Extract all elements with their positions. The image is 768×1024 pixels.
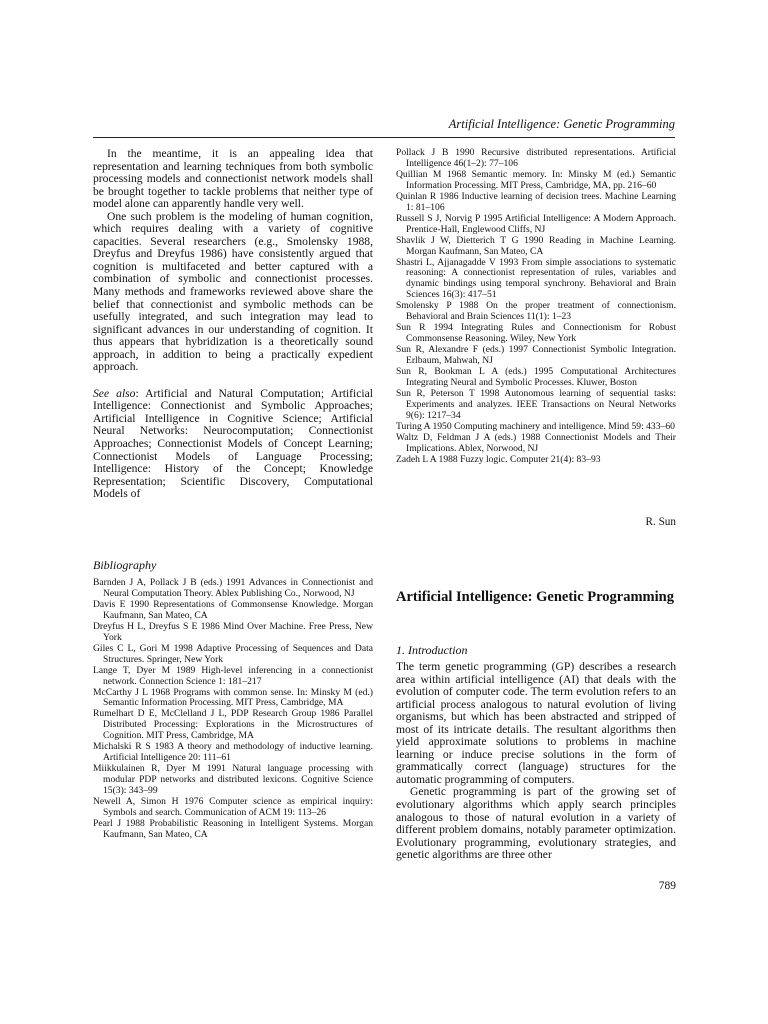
reference-item: Rumelhart D E, McClelland J L, PDP Research Group 1986 Parallel Distributed Processing: Explorations in the Microstructures of Cognition. MIT Press, Cambridge, MA	[93, 708, 373, 742]
reference-item: Shastri L, Ajjanagadde V 1993 From simple associations to systematic reasoning: A connectionist representation of rules, variables and dynamic bindings using temporal synchrony. Behavioral and Brain Sciences 16(3): 417–51	[396, 256, 676, 301]
article-body	[396, 661, 676, 862]
reference-item: Davis E 1990 Representations of Commonsense Knowledge. Morgan Kaufmann, San Mateo, CA	[93, 598, 373, 621]
reference-item: Pearl J 1988 Probabilistic Reasoning in Intelligent Systems. Morgan Kaufmann, San Mateo, CA	[93, 817, 373, 840]
reference-item: McCarthy J L 1968 Programs with common sense. In: Minsky M (ed.) Semantic Information Processing. MIT Press, Cambridge, MA	[93, 686, 373, 709]
reference-item: Turing A 1950 Computing machinery and intelligence. Mind 59: 433–60	[396, 420, 675, 432]
body-paragraph: Genetic programming is part of the growing set of evolutionary algorithms which apply search principles analogous to those of natural evolution in a variety of different problem domains, notably parameter optimization. Evolutionary programming, evolutionary strategies, and genetic algorithms are three other	[396, 785, 676, 862]
bibliography-right-list	[396, 148, 676, 466]
see-also-label: See also	[93, 386, 136, 400]
bibliography-heading: Bibliography	[93, 558, 157, 572]
body-paragraph: One such problem is the modeling of human cognition, which requires dealing with a variety of cognitive capacities. Several researchers (e.g., Smolensky 1988, Dreyfus and Dreyfus 1986) have consistently argued that cognition is multifaceted and better captured with a combination of symbolic and connectionist processes. Many methods and frameworks reviewed above share the belief that connectionist and symbolic methods can be usefully integrated, and such integration may lead to significant advances in our understanding of cognition. It thus appears that hybridization is a theoretically sound approach, in addition to being a practically expedient approach.	[93, 209, 373, 374]
reference-item: Newell A, Simon H 1976 Computer science as empirical inquiry: Symbols and search. Communication of ACM 19: 113–26	[93, 796, 373, 819]
page-number: 789	[658, 880, 676, 892]
reference-item: Russell S J, Norvig P 1995 Artificial Intelligence: A Modern Approach. Prentice-Hall, Englewood Cliffs, NJ	[396, 212, 676, 235]
reference-item: Quinlan R 1986 Inductive learning of decision trees. Machine Learning 1: 81–106	[396, 190, 676, 213]
reference-item: Sun R, Peterson T 1998 Autonomous learning of sequential tasks: Experiments and analyzes. IEEE Transactions on Neural Networks 9(6): 1217–34	[396, 387, 676, 421]
reference-item: Sun R, Alexandre F (eds.) 1997 Connectionist Symbolic Integration. Erlbaum, Mahwah, NJ	[396, 344, 676, 367]
reference-item: Barnden J A, Pollack J B (eds.) 1991 Advances in Connectionist and Neural Computation Theory. Ablex Publishing Co., Norwood, NJ	[93, 577, 373, 599]
reference-item: Michalski R S 1983 A theory and methodology of inductive learning. Artificial Intelligence 20: 111–61	[93, 741, 373, 764]
body-paragraph: The term genetic programming (GP) describes a research area within artificial intelligence (AI) that deals with the evolution of computer code. The term evolution refers to an artificial process analogous to natural evolution of living organisms, but which has been abstracted and stripped of most of its intricate details. The resultant algorithms then yield approximate solutions to problems in machine learning or induce precise solutions in the form of grammatically correct (language) structures for the automatic programming of computers.	[396, 660, 676, 786]
article-author: R. Sun	[645, 516, 676, 528]
reference-item: Shavlik J W, Dietterich T G 1990 Reading in Machine Learning. Morgan Kaufmann, San Mateo, CA	[396, 234, 676, 257]
reference-item: Miikkulainen R, Dyer M 1991 Natural language processing with modular PDP networks and distributed lexicons. Cognitive Science 15(3): 343–99	[93, 763, 373, 797]
reference-item: Giles C L, Gori M 1998 Adaptive Processing of Sequences and Data Structures. Springer, New York	[93, 642, 373, 665]
reference-item: Dreyfus H L, Dreyfus S E 1986 Mind Over Machine. Free Press, New York	[93, 620, 373, 643]
reference-item: Lange T, Dyer M 1989 High-level inferencing in a connectionist network. Connection Science 1: 181–217	[93, 664, 373, 687]
body-paragraph: In the meantime, it is an appealing idea that representation and learning techniques from both symbolic processing models and connectionist network models shall be brought together to tackle problems that neither type of model alone can apparently handle very well.	[93, 147, 373, 211]
see-also-text: : Artificial and Natural Computation; Artificial Intelligence: Connectionist and Symbolic Approaches; Artificial Intelligence in Cognitive Science; Artificial Neural Networks: Neurocomputation; Connectionist Approaches; Connectionist Models of Concept Learning; Connectionist Models of Language Processing; Intelligence: History of the Concept; Knowledge Representation; Scientific Discovery, Computational Models of	[93, 386, 373, 501]
reference-item: Zadeh L A 1988 Fuzzy logic. Computer 21(4): 83–93	[396, 453, 601, 465]
reference-item: Waltz D, Feldman J A (eds.) 1988 Connectionist Models and Their Implications. Ablex, Norwood, NJ	[396, 431, 676, 454]
reference-item: Pollack J B 1990 Recursive distributed representations. Artificial Intelligence 46(1–2): 77–106	[396, 147, 676, 169]
running-header	[93, 117, 675, 138]
reference-item: Smolensky P 1988 On the proper treatment of connectionism. Behavioral and Brain Sciences 11(1): 1–23	[396, 300, 676, 323]
section-heading: 1. Introduction	[396, 643, 468, 657]
reference-item: Sun R, Bookman L A (eds.) 1995 Computational Architectures Integrating Neural and Symbolic Processes. Kluwer, Boston	[396, 366, 676, 389]
bibliography-left-list	[93, 578, 373, 841]
left-column	[93, 148, 373, 501]
article-title: Artificial Intelligence: Genetic Programming	[396, 589, 674, 605]
reference-item: Sun R 1994 Integrating Rules and Connectionism for Robust Commonsense Reasoning. Wiley, New York	[396, 322, 676, 345]
see-also-paragraph	[93, 388, 373, 501]
running-header-title: Artificial Intelligence: Genetic Programming	[448, 117, 675, 131]
reference-item: Quillian M 1968 Semantic memory. In: Minsky M (ed.) Semantic Information Processing. MIT Press, Cambridge, MA, pp. 216–60	[396, 168, 676, 191]
